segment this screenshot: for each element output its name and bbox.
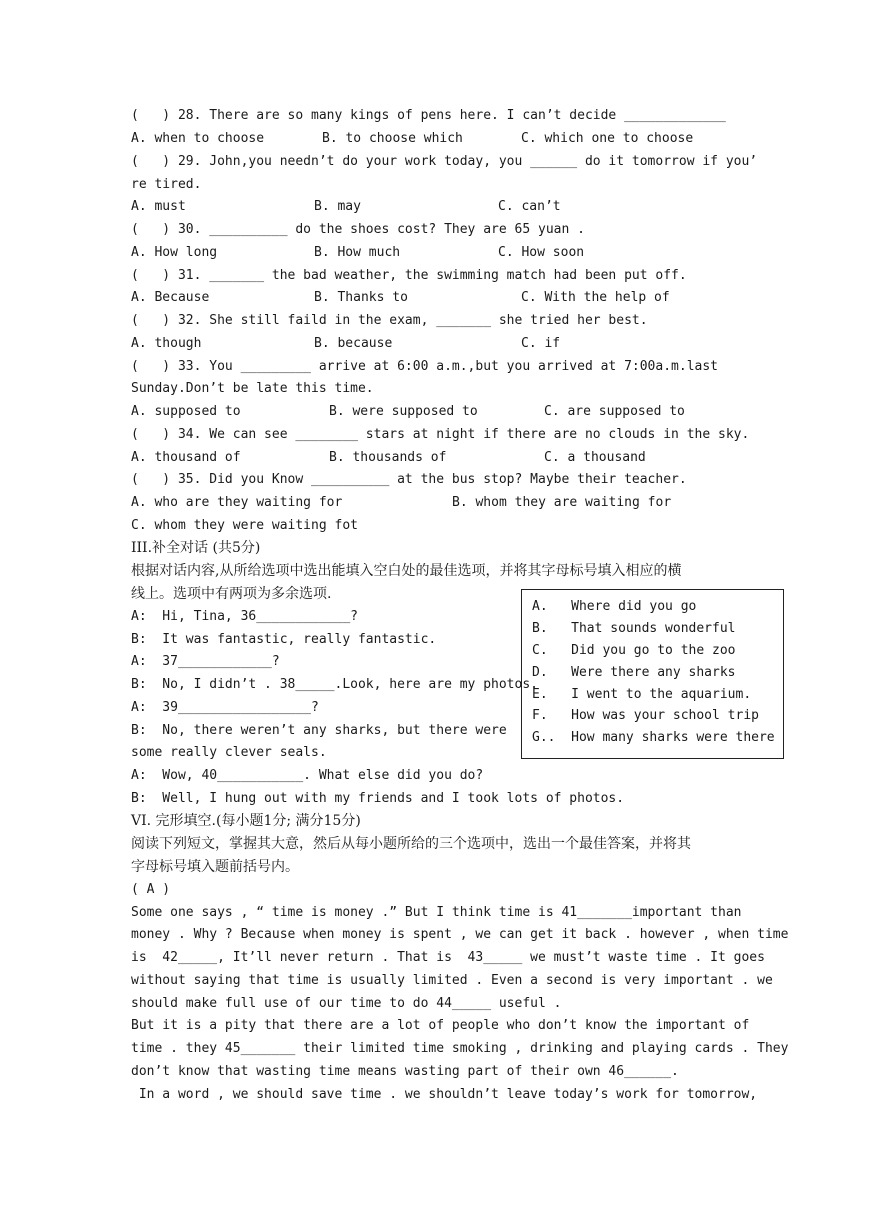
passage-line: But it is a pity that there are a lot of people who don’t know the important of — [131, 1018, 750, 1033]
choice-item: A. Where did you go — [532, 599, 697, 614]
option-a: A. though — [131, 336, 202, 351]
option-c: C. With the help of — [521, 290, 670, 305]
option-c: C. are supposed to — [544, 404, 685, 419]
choice-item: G.. How many sharks were there — [532, 730, 775, 745]
passage-label: ( A ) — [131, 882, 171, 897]
section-instruction: 根据对话内容,从所给选项中选出能填入空白处的最佳选项，并将其字母标号填入相应的横 — [131, 563, 682, 579]
option-b: B. because — [314, 336, 393, 351]
question-stem: ( ) 33. You _________ arrive at 6:00 a.m.,but you arrived at 7:00a.m.last — [131, 359, 718, 374]
dialog-line: some really clever seals. — [131, 745, 327, 760]
choice-item: C. Did you go to the zoo — [532, 643, 736, 658]
question-stem: ( ) 34. We can see ________ stars at night if there are no clouds in the sky. — [131, 427, 750, 442]
question-stem: ( ) 30. __________ do the shoes cost? They are 65 yuan . — [131, 222, 585, 237]
passage-line: Some one says , “ time is money .” But I think time is 41_______important than — [131, 905, 742, 920]
section-heading: III.补全对话 (共5分) — [131, 540, 261, 556]
option-a: A. who are they waiting for — [131, 495, 343, 510]
option-b: B. How much — [314, 245, 401, 260]
question-stem-continued: Sunday.Don’t be late this time. — [131, 381, 374, 396]
section-instruction: 线上。选项中有两项为多余选项. — [131, 586, 332, 602]
choices-box — [521, 589, 784, 759]
option-c: C. How soon — [498, 245, 585, 260]
passage-line: In a word , we should save time . we shouldn’t leave today’s work for tomorrow, — [131, 1087, 758, 1102]
choice-item: D. Were there any sharks — [532, 665, 736, 680]
dialog-line: B: It was fantastic, really fantastic. — [131, 632, 437, 647]
section-heading: VI. 完形填空.(每小题1分; 满分15分) — [131, 813, 361, 829]
section-instruction: 字母标号填入题前括号内。 — [131, 859, 299, 875]
option-a: A. thousand of — [131, 450, 241, 465]
dialog-line: A: 39_________________? — [131, 700, 319, 715]
option-a: A. supposed to — [131, 404, 241, 419]
option-a: A. must — [131, 199, 186, 214]
passage-line: is 42_____, It’ll never return . That is 43_____ we must’t waste time . It goes — [131, 950, 765, 965]
passage-line: should make full use of our time to do 44_____ useful . — [131, 996, 562, 1011]
option-b: B. to choose which — [322, 131, 463, 146]
dialog-line: A: Hi, Tina, 36____________? — [131, 609, 358, 624]
choice-item: E. I went to the aquarium. — [532, 687, 752, 702]
option-c: C. if — [521, 336, 561, 351]
question-stem: ( ) 31. _______ the bad weather, the swimming match had been put off. — [131, 268, 687, 283]
passage-line: without saying that time is usually limited . Even a second is very important . we — [131, 973, 773, 988]
option-b: B. thousands of — [329, 450, 447, 465]
question-stem: ( ) 28. There are so many kings of pens here. I can’t decide _____________ — [131, 108, 726, 123]
question-stem-continued: re tired. — [131, 177, 202, 192]
passage-line: don’t know that wasting time means wasting part of their own 46______. — [131, 1064, 679, 1079]
section-instruction: 阅读下列短文，掌握其大意，然后从每小题所给的三个选项中，选出一个最佳答案，并将其 — [131, 836, 691, 852]
choice-item: B. That sounds wonderful — [532, 621, 736, 636]
option-b: B. whom they are waiting for — [452, 495, 672, 510]
option-a: A. How long — [131, 245, 218, 260]
option-c: C. whom they were waiting fot — [131, 518, 358, 533]
dialog-line: A: Wow, 40___________. What else did you do? — [131, 768, 484, 783]
dialog-line: A: 37____________? — [131, 654, 280, 669]
option-b: B. Thanks to — [314, 290, 408, 305]
choice-item: F. How was your school trip — [532, 708, 759, 723]
passage-line: money . Why ? Because when money is spent , we can get it back . however , when time — [131, 927, 789, 942]
dialog-line: B: No, I didn’t . 38_____.Look, here are my photos. — [131, 677, 538, 692]
option-c: C. a thousand — [544, 450, 646, 465]
dialog-line: B: No, there weren’t any sharks, but there were — [131, 723, 507, 738]
option-a: A. Because — [131, 290, 210, 305]
option-c: C. can’t — [498, 199, 561, 214]
question-stem: ( ) 32. She still faild in the exam, _______ she tried her best. — [131, 313, 648, 328]
passage-line: time . they 45_______ their limited time smoking , drinking and playing cards . They — [131, 1041, 789, 1056]
question-stem: ( ) 35. Did you Know __________ at the bus stop? Maybe their teacher. — [131, 472, 687, 487]
option-b: B. may — [314, 199, 361, 214]
question-stem: ( ) 29. John,you needn’t do your work today, you ______ do it tomorrow if you’ — [131, 154, 758, 169]
option-c: C. which one to choose — [521, 131, 694, 146]
option-b: B. were supposed to — [329, 404, 478, 419]
dialog-line: B: Well, I hung out with my friends and I took lots of photos. — [131, 791, 625, 806]
option-a: A. when to choose — [131, 131, 265, 146]
